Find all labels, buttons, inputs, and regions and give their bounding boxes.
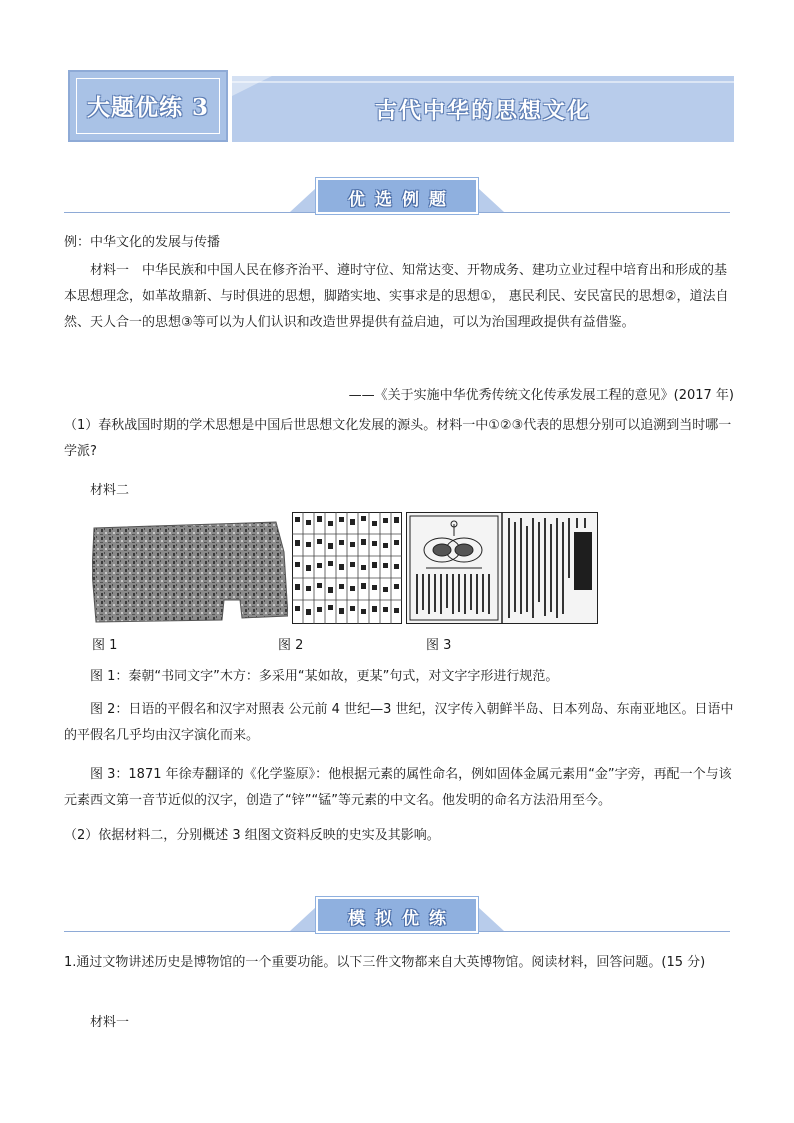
- practice-material-one: 材料一: [90, 1015, 130, 1030]
- figure-wooden-tablet: [92, 512, 288, 624]
- figure-chemistry-book: [406, 512, 598, 624]
- figure-2-caption: 图 2: [278, 638, 304, 653]
- figure-1-description: 图 1：秦朝“书同文字”木方：多采用“某如故，更某”句式，对文字字形进行规范。: [90, 669, 559, 684]
- section-heading-label: 优选例题: [348, 190, 456, 210]
- question-2: （2）依据材料二，分别概述 3 组图文资料反映的史实及其影响。: [64, 828, 440, 843]
- figure-1-caption: 图 1: [92, 638, 118, 653]
- material-two: 材料二: [90, 483, 130, 498]
- section-heading-practice: [290, 897, 504, 937]
- figure-2-description: 图 2：日语的平假名和汉字对照表 公元前 4 世纪—3 世纪，汉字传入朝鲜半岛、日本列岛、东南亚地区。日语中的平假名几乎均由汉字演化而来。: [64, 702, 734, 743]
- figure-kana-table: [292, 512, 402, 624]
- source-citation: ——《关于实施中华优秀传统文化传承发展工程的意见》(2017 年): [348, 388, 734, 403]
- header-badge-text: 大题优练 3: [86, 94, 209, 121]
- section-heading-label: 模拟优练: [348, 909, 456, 929]
- header-title: 古代中华的思想文化: [374, 98, 591, 124]
- material-one: 材料一 中华民族和中国人民在修齐治平、遵时守位、知常达变、开物成务、建功立业过程中培育出和形成的基本思想理念，如革故鼎新、与时俱进的思想，脚踏实地、实事求是的思想①， 惠民利民、安民富民的思想②，道法自然、天人合一的思想③等可以为人们认识和改造世界提供有益启迪，可以为治国理政提供有益借鉴。: [64, 263, 729, 330]
- figure-3-description: 图 3：1871 年徐寿翻译的《化学鉴原》：他根据元素的属性命名，例如固体金属元素用“金”字旁，再配一个与该元素西文第一音节近似的汉字，创造了“锌”“锰”等元素的中文名。他发明的命名方法沿用至今。: [64, 767, 732, 808]
- figure-3-caption: 图 3: [426, 638, 452, 653]
- header-badge: [68, 70, 228, 142]
- example-title: 例：中华文化的发展与传播: [64, 235, 221, 250]
- header-title-bar: [232, 76, 734, 142]
- question-1: （1）春秋战国时期的学术思想是中国后世思想文化发展的源头。材料一中①②③代表的思想分别可以追溯到当时哪一学派?: [64, 418, 732, 459]
- section-heading-example: [290, 178, 504, 218]
- practice-question-1: 1.通过文物讲述历史是博物馆的一个重要功能。以下三件文物都来自大英博物馆。阅读材料，回答问题。(15 分): [64, 955, 706, 970]
